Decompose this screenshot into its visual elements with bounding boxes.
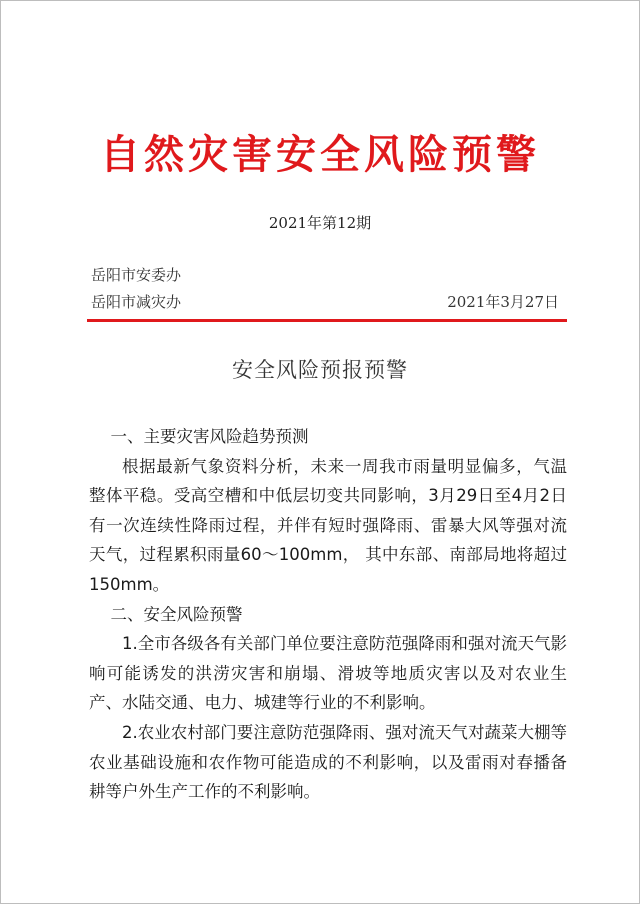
section-2-paragraph-2: 2.农业农村部门要注意防范强降雨、强对流天气对蔬菜大棚等农业基础设施和农作物可能造成的不利影响，以及雷雨对春播备耕等户外生产工作的不利影响。 [89, 722, 567, 802]
issuer-safety-committee: 岳阳市安委办 [91, 266, 182, 284]
issue-number: 2021年第12期 [268, 214, 372, 232]
document-heading: 安全风险预报预警 [232, 358, 408, 382]
section-1-paragraph: 根据最新气象资料分析，未来一周我市雨量明显偏多，气温整体平稳。受高空槽和中低层切变共同影响，3月29日至4月2日有一次连续性降雨过程，并伴有短时强降雨、雷暴大风等强对流天气，过程累积雨量60～100mm， 其中东部、南部局地将超过150mm。 [89, 456, 567, 594]
section-2-paragraph-1: 1.全市各级各有关部门单位要注意防范强降雨和强对流天气影响可能诱发的洪涝灾害和崩塌、滑坡等地质灾害以及对农业生产、水陆交通、电力、城建等行业的不利影响。 [89, 634, 567, 713]
document-title: 自然灾害安全风险预警 [100, 131, 540, 178]
document-body [89, 422, 567, 807]
red-divider-line [87, 319, 567, 322]
section-1-heading: 一、主要灾害风险趋势预测 [110, 427, 309, 446]
section-2-heading: 二、安全风险预警 [110, 604, 243, 624]
issuer-disaster-reduction-office: 岳阳市减灾办 [91, 293, 182, 311]
issue-date: 2021年3月27日 [447, 293, 559, 311]
